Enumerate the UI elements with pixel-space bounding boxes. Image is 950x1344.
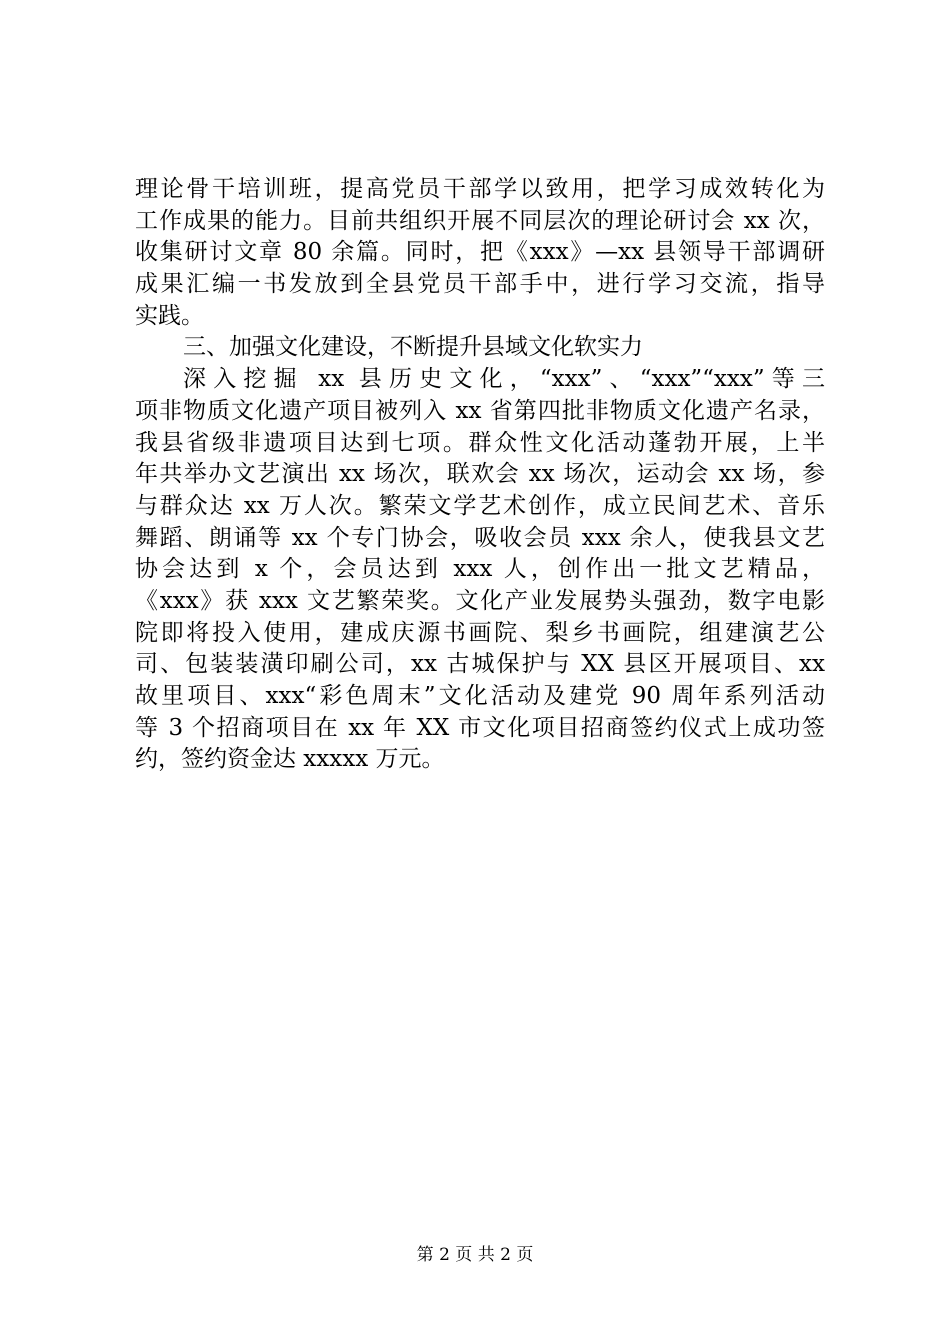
text-line: 与群众达 xx 万人次。繁荣文学艺术创作，成立民间艺术、音乐 bbox=[135, 492, 825, 519]
text-line: 工作成果的能力。目前共组织开展不同层次的理论研讨会 xx 次， bbox=[135, 207, 825, 234]
text-line: 协会达到 x 个，会员达到 xxx 人，创作出一批文艺精品， bbox=[135, 556, 825, 583]
text-line: 年共举办文艺演出 xx 场次，联欢会 xx 场次，运动会 xx 场，参 bbox=[135, 461, 825, 488]
text-line: 院即将投入使用，建成庆源书画院、梨乡书画院，组建演艺公 bbox=[135, 619, 825, 646]
text-line: 成果汇编一书发放到全县党员干部手中，进行学习交流，指导 bbox=[135, 271, 825, 298]
text-line: 司、包装装潢印刷公司，xx 古城保护与 XX 县区开展项目、xx bbox=[135, 651, 825, 678]
document-body bbox=[135, 174, 825, 776]
text-line: 我县省级非遗项目达到七项。群众性文化活动蓬勃开展，上半 bbox=[135, 429, 825, 456]
text-line: 故里项目、xxx“彩色周末”文化活动及建党 90 周年系列活动 bbox=[135, 683, 825, 709]
text-line: 《xxx》获 xxx 文艺繁荣奖。文化产业发展势头强劲，数字电影 bbox=[135, 587, 825, 614]
text-line: 收集研讨文章 80 余篇。同时，把《xxx》—xx 县领导干部调研 bbox=[135, 239, 825, 266]
text-line: 舞蹈、朗诵等 xx 个专门协会，吸收会员 xxx 余人，使我县文艺 bbox=[135, 524, 825, 551]
page-footer: 第 2 页 共 2 页 bbox=[416, 1245, 534, 1265]
text-line: 理论骨干培训班，提高党员干部学以致用，把学习成效转化为 bbox=[135, 176, 825, 202]
text-line: 等 3 个招商项目在 xx 年 XX 市文化项目招商签约仪式上成功签 bbox=[135, 714, 825, 741]
text-line: 项非物质文化遗产项目被列入 xx 省第四批非物质文化遗产名录， bbox=[135, 397, 825, 424]
text-line: 深入挖掘 xx 县历史文化，“xxx”、“xxx”“xxx”等三 bbox=[183, 366, 825, 393]
section-heading: 三、加强文化建设，不断提升县域文化软实力 bbox=[183, 334, 643, 361]
text-line: 约，签约资金达 xxxxx 万元。 bbox=[135, 746, 445, 773]
text-line: 实践。 bbox=[135, 302, 204, 329]
